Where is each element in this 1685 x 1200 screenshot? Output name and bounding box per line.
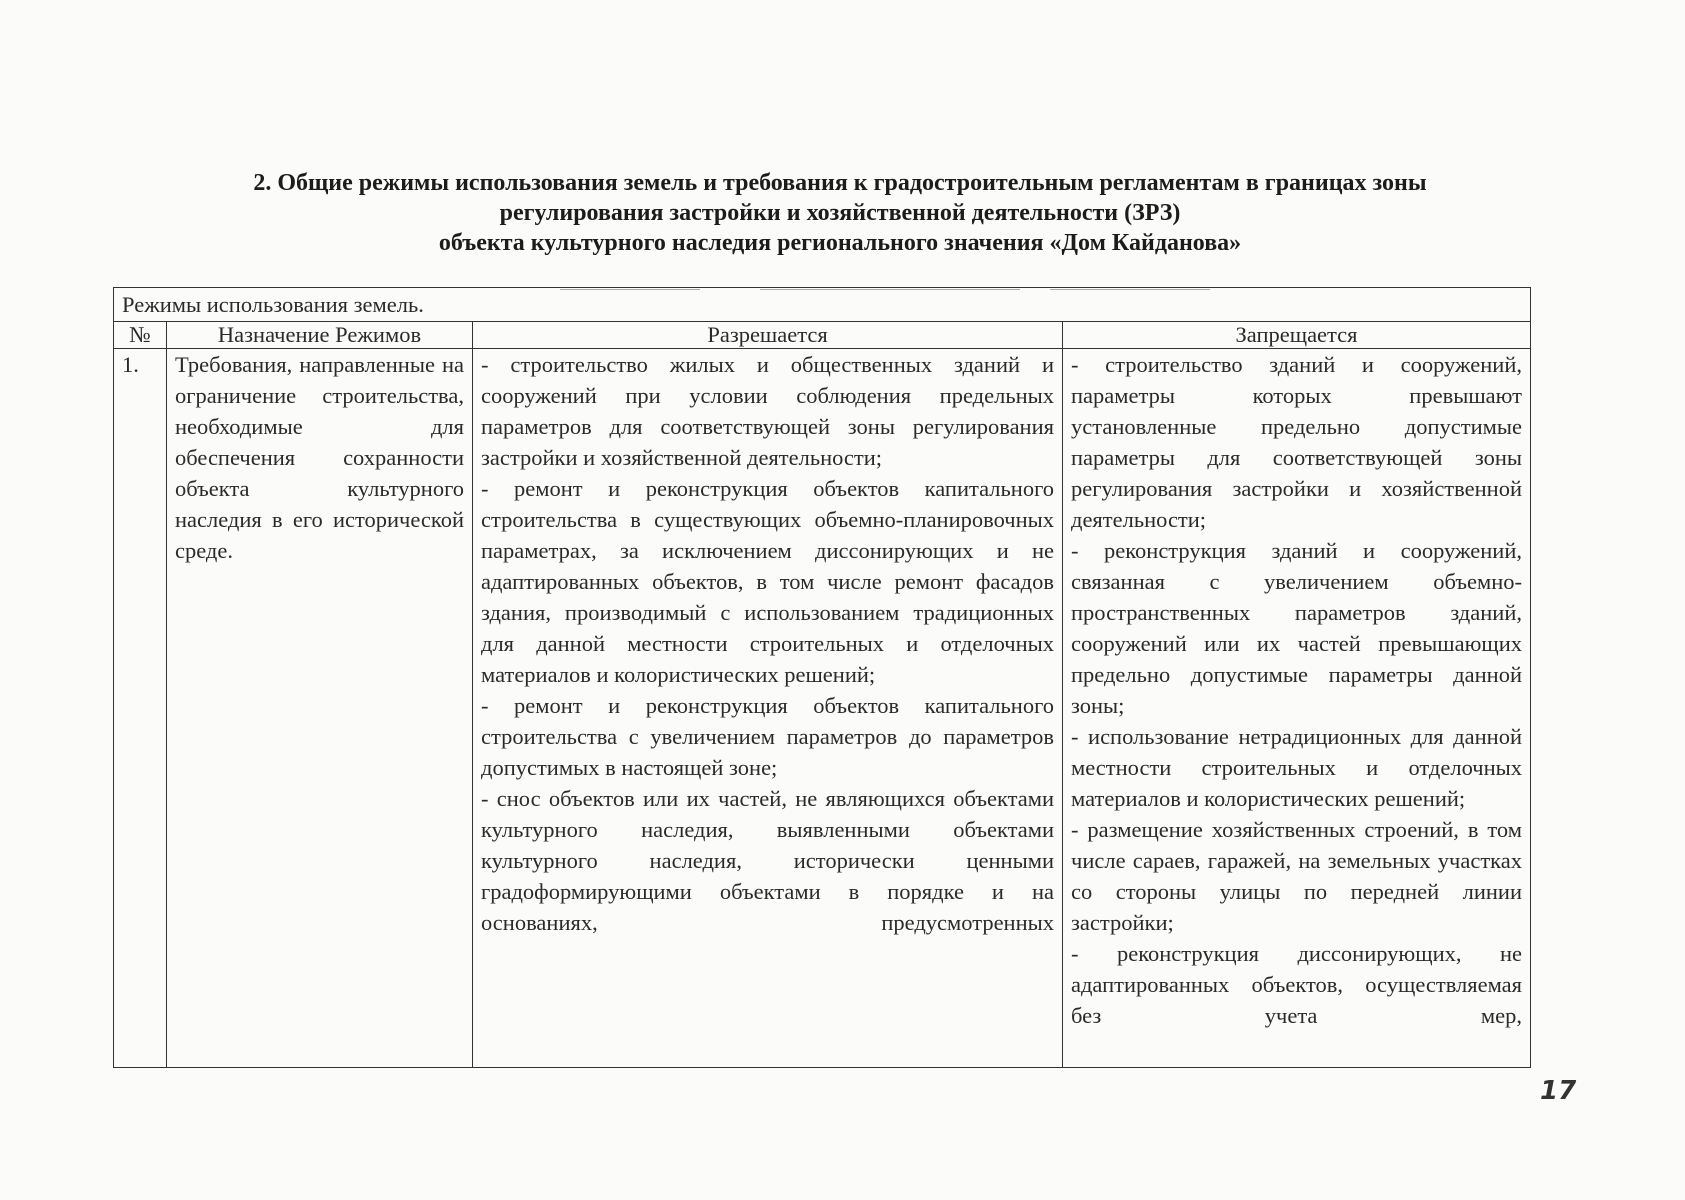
table-span-header-row (114, 288, 1531, 322)
column-header-num: № (114, 322, 167, 349)
heading-line-1: 2. Общие режимы использования земель и требования к градостроительным регламентам в границах зоны (253, 170, 1427, 196)
heading-line-3: объекта культурного наследия регионального значения «Дом Кайданова» (438, 230, 1242, 256)
document-heading (120, 168, 1560, 258)
allowed-list (481, 349, 1054, 938)
row-number: 1. (114, 349, 167, 1068)
forbidden-item: - реконструкция зданий и сооружений, связанная с увеличением объемно-пространственных параметров зданий, сооружений или их частей превышающих предельно допустимые параметры данной зоны; (1071, 538, 1522, 718)
column-header-allowed: Разрешается (473, 322, 1063, 349)
forbidden-item: - реконструкция диссонирующих, не адаптированных объектов, осуществляемая без учета мер, (1071, 941, 1522, 1028)
allowed-item: - ремонт и реконструкция объектов капитального строительства с увеличением параметров до параметров допустимых в настоящей зоне; (481, 693, 1054, 780)
land-use-regimes-table (113, 287, 1531, 1068)
table-span-header: Режимы использования земель. (114, 288, 1531, 322)
forbidden-list (1071, 349, 1522, 1031)
table-row (114, 349, 1531, 1068)
row-purpose-cell (167, 349, 473, 1068)
heading-line-2: регулирования застройки и хозяйственной деятельности (ЗРЗ) (499, 200, 1181, 226)
row-forbidden-cell (1063, 349, 1531, 1068)
column-header-purpose: Назначение Режимов (167, 322, 473, 349)
page-number: 17 (1540, 1076, 1577, 1106)
allowed-item: - строительство жилых и общественных зданий и сооружений при условии соблюдения предельных параметров для соответствующей зоны регулирования застройки и хозяйственной деятельности; (481, 352, 1054, 470)
forbidden-item: - размещение хозяйственных строений, в том числе сараев, гаражей, на земельных участках со стороны улицы по передней линии застройки; (1071, 817, 1522, 935)
forbidden-item: - строительство зданий и сооружений, параметры которых превышают установленные предельно допустимые параметры для соответствующей зоны регулирования застройки и хозяйственной деятельности; (1071, 352, 1522, 532)
allowed-item: - ремонт и реконструкция объектов капитального строительства в существующих объемно-планировочных параметрах, за исключением диссонирующих и не адаптированных объектов, в том числе ремонт фасадов здания, производимый с использованием традиционных для данной местности строительных и отделочных материалов и колористических решений; (481, 476, 1054, 687)
row-allowed-cell (473, 349, 1063, 1068)
column-header-forbidden: Запрещается (1063, 322, 1531, 349)
allowed-item: - снос объектов или их частей, не являющихся объектами культурного наследия, выявленными объектами культурного наследия, исторически ценными градоформирующими объектами в порядке и на основаниях, предусмотренных (481, 786, 1054, 935)
row-purpose: Требования, направленные на ограничение строительства, необходимые для обеспечения сохранности объекта культурного наследия в его исторической среде. (175, 352, 464, 563)
forbidden-item: - использование нетрадиционных для данной местности строительных и отделочных материалов и колористических решений; (1071, 724, 1522, 811)
table-header-row (114, 322, 1531, 349)
